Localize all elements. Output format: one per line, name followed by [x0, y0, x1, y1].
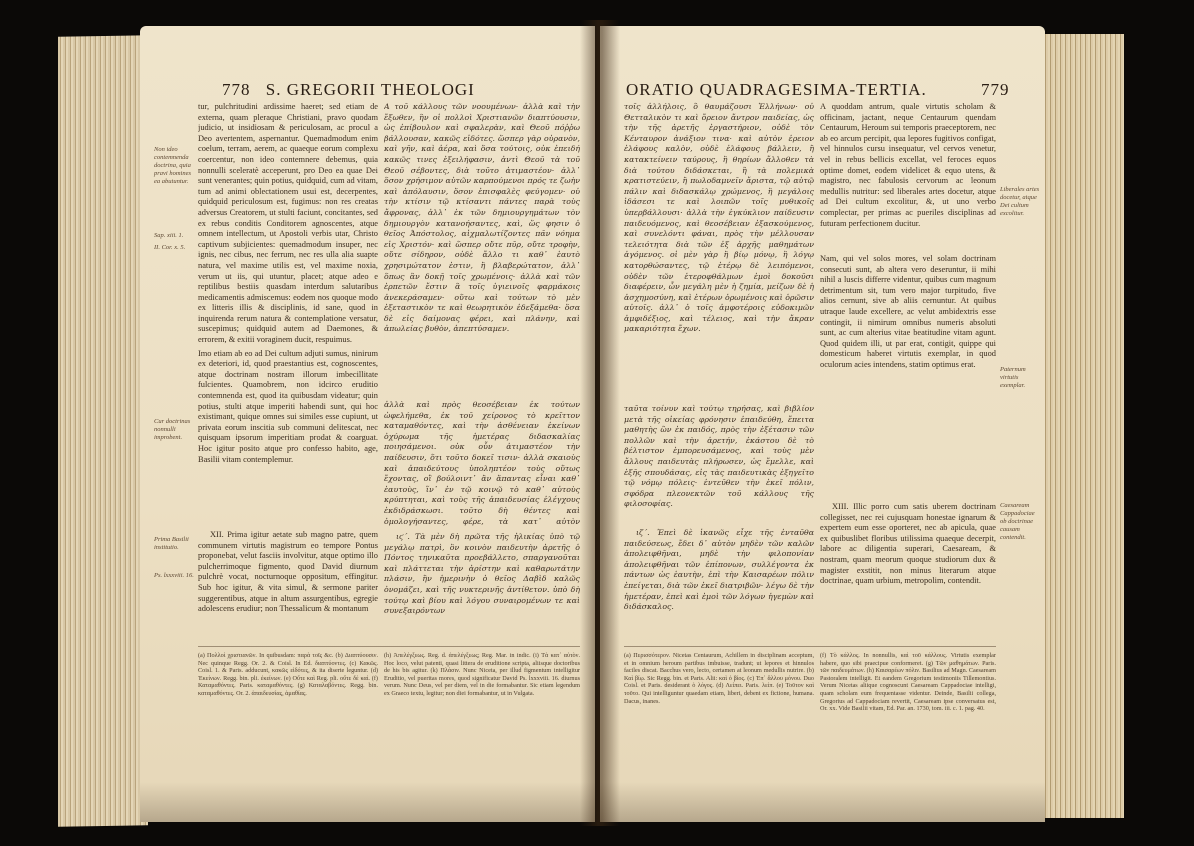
- right-running-title: ORATIO QUADRAGESIMA-TERTIA.: [626, 80, 927, 99]
- margin-note-1: Non ideo contemnenda doctrina, quia pravi homines ea abutuntur.: [154, 146, 192, 185]
- margin-note-5: Prima Basilii institutio.: [154, 536, 189, 551]
- right-footnote-rule: [624, 646, 996, 647]
- left-greek-section-16: ιϛ΄. Τὰ μὲν δὴ πρῶτα τῆς ἡλικίας ὑπὸ τῷ μεγάλῳ πατρὶ, ὃν κοινὸν παιδευτὴν ἀρετῆς ὁ Πόντος τηνικαῦτα προεβάλλετο, σπαργανοῦται καὶ πλάττεται τὴν ἀρίστην καὶ καθαρωτάτην πλάσιν, ἣν ἡμερινὴν ὁ θεῖος Δαβὶδ καλῶς ὀνομάζει, καὶ τῆς νυκτερινῆς ἀντίθετον. ὑπὸ δὴ τούτῳ καὶ βίου καὶ λόγου συναιρομένων τε καὶ συνεξαιρόντων: [384, 532, 580, 616]
- left-footnotes-b: (h) Ἀπελέγξεως. Reg. d. ἀπελέγξεως; Reg. Mar. in indic. (i) Τὰ κατ᾽ αὐτὸν. Hoc loco, velut patenti, quasi littera de eruditione scripta, aliisque doctoribus de his bis agitur. (k) Πλάσιν. Nunc Niceta, per illud figmentum intelligitur Eruditio, vel pueritas mores, quod significatur David Ps. lxxxviii. 16. diurnus verum. Nunc Deus, vel per diem, vel in die formabantur. Sic etiam legendum ex Graeco textu, legitur; non diei formabantur, ut in Vulgata.: [384, 652, 580, 697]
- left-latin-para-1: tur, pulchritudini ardissime haeret; sed etiam de externa, quam pleraque Christiani, pravo quodam judicio, ut insidiosam & periculosam, ac procul a Deo avertentem, aspernantur. Quemadmodum enim coelum, terram, aerem, ac quaeque eorum complexu coercentur, non ideo contemnere debemus, quia nonnulli sceleratè acceperunt, pro Deo ea quae Dei sunt venerantes; quin potius, quidquid, cum ad vitam, tum ad animi oblectationem usui est, decerpentes, quidquid periculosum est, fugimus: non res creatas adversus Creatorem, ut stulti faciunt, concitantes, sed ex rebus conditis Conditorem agnoscentes, atque omnem intellectum, ut Apostoli verbis utar, Christo captivum subjicientes: quemadmodum insuper, nec ignis, nec cibus, nec ferrum, nec res ulla alia suapte natura, vel maxime utilis est, vel maxime noxia, verum ut iis, qui utuntur, placet; atque adeo e reptilibus bestiis quasdam interdum salutaribus medicamentis admiscemus: eodem nos quoque modo ex litteris illis & disciplinis, id sane, quod in inquirenda rerum natura & contemplatione versatur, suscepimus; quidquid autem ad Daemones, & errorem, & exitii voraginem ducit, respuimus.: [198, 102, 378, 345]
- left-page-number: 778: [222, 80, 251, 99]
- right-page-shadow: [600, 782, 1045, 822]
- right-page: [600, 26, 1045, 822]
- left-latin-para-2: Imo etiam ab eo ad Dei cultum adjuti sumus, ninirum ex deteriori, id, quod praestantius est, cognoscentes, atque doctrinam nostram illorum imbecillitate fulcientes. Quamobrem, non idcirco eruditio contemnenda est, quod ita quibusdam videatur; quin potius, stulti atque imperiti habendi sunt, qui hoc existimant, quique omnes sui similes esse cupiunt, ut privata eorum inscitia sub communi delitescat, nec quisquam ipsorum imperitiam prodat & coarguat. Hoc igitur posito atque pro confesso habito, age, Basilii vitam contemplemur.: [198, 348, 378, 464]
- right-greek-section-17: ιζ΄. Ἐπεὶ δὲ ἱκανῶς εἶχε τῆς ἐνταῦθα παιδεύσεως, ἔδει δ᾽ αὐτὸν μηδὲν τῶν καλῶν ἀπολειφθῆναι, μηδὲ τὴν φιλοπονίαν ἀπολειφθῆναι τῶν ἐπίπονων, συλλέγοντα ἐκ πάντων ὡς ἑαυτὴν, ἐπὶ τὴν Καισαρέων πόλιν ἐπείγεται, διὰ τῶν ἐκεῖ διατριβῶν· λέγω δὲ τὴν ἡμετέραν, ἐπεὶ καὶ ἐμοὶ τῶν λόγων ἡγεμὼν καὶ διδάσκαλος.: [624, 528, 814, 612]
- left-section-xii: XII. Prima igitur aetate sub magno patre, quem communem virtutis magistrum eo tempore Pontus proponebat, velut fasciis involvitur, atque optimo illo pulcherrimoque figmento, quod David diurnum pulchrè vocat, nocturnoque oppositum, effingitur. Sub hoc igitur, & vita simul, & sermone pariter suggerentibus, atque in altum assurgentibus, egregie adolescens erudiur; non Thessalicum & montanum: [198, 530, 378, 614]
- left-page-edges: [58, 35, 148, 827]
- left-page: [140, 26, 595, 822]
- left-latin-column: [198, 102, 378, 524]
- right-latin-column: A quoddam antrum, quale virtutis scholam & officinam, jactant, neque Centaurum quendam Centaurum, Heroum sui temporis praeceptorem, nec ab eo arcum percipit, qua lepores fugitivos configat, vel hinnulos cursu insequatur, vel cervos venetur, vel in rebus bellicis excellat, vel feroces equos optime domet, eodem videlicet & equo utens, & magistro, nec fabulosis cervorum ac leonum medullis nutritur: sed liberales artes docetur, atque ad Dei cultum excolitur, &, ut uno verbo complectar, per primas ac pueriles disciplinas ad futuram perfectionem ducitur.: [820, 102, 996, 228]
- right-latin-column-2: Nam, qui vel solos mores, vel solam doctrinam consecuti sunt, ab altera vero deseruntur, ii mihi nihil a luscis differre videntur, quibus cum magnum detrimentum sit, tum vero major turpitudo, five alios cernunt, sive ab aliis cernuntur. At quibus utraque laude excellere, ac velut ambidextris esse contingit, ii nimirum omnibus numeris absoluti sunt, ac cum alterius vitae beatitudine vitam agunt. Quod quidem illi, ut par erat, contigit, quippe qui domesticum haberet virtutis exemplar, in quod oculorum acies intendens, statim optimus erat.: [820, 254, 996, 369]
- left-footnote-rule: [198, 646, 580, 647]
- margin-note-6: Ps. lxxxviii. 16.: [154, 572, 194, 579]
- right-footnotes-b: (f) Τὸ κάλλος. In nonnullis, καὶ τοῦ κάλλους. Virtutis exemplar habere, quo sibi praecipue conformeret. (g) Τῶν μαθημάτων. Paris. τῶν παιδευμάτων. (h) Καισαρέων πόλιν. Basilius ad Magn. Caesaream Pastoralem intelligit. Et eandem Gregorium testimoniis Tillemontius. Verum Nicetas aliique cognoscunt Caesaream Cappadociae intelligi, quam scholam eum frequentasse videntur. Deinde, Basilii collega, Gregorius ad Cappadociam revertit, Caesaream ipse conversatus est, Or. xx. Vide Basilii vitam, Ed. Par. an. 1730, tom. iii. c. 1. pag. 40.: [820, 652, 996, 713]
- right-running-head: [626, 80, 1010, 100]
- right-greek-column: τοῖς ἀλλήλοις, ὃ θαυμάζουσι Ἑλλήνων· οὐ Θετταλικὸν τι καὶ ὄρειον ἄντρον παιδείας, ὡς τὴν τῆς ἀρετῆς ἐργαστήριον, οὐδὲ τὸν Κένταυρον ἀνάξιον τινα· καὶ αὐτὸν ἐρειον ἐλάφους καλὸν, οὐδὲ ἐλάφους βάλλειν, ἢ κατακτείνειν ταύρους, ἢ θηρίων ἄλλοθεν τὰ διὰ τούτου διδάσκεται, ἢ τὰ πολεμικὰ κρατιστεύειν, ἢ πωλοδαμνεῖν ἄριστα, τῷ αὐτῷ πάλιν καὶ διδασκάλῳ χρώμενος, ἢ μεγάλοις ἰδάσεσι τε καὶ λοιπῶν τοῖς μυθικοῖς ὑπερβάλλουσι· ἀλλὰ τὴν ἐγκύκλιον παίδευσιν παιδευόμενος, καὶ θεοσέβειαν ἐξασκούμενος, καὶ συνελόντι φάναι, πρὸς τὴν μέλλουσαν τελειότητα διὰ τῶν ἐξ ἀρχῆς μαθημάτων ἀγόμενος. οἱ μὲν γὰρ ἢ βίῳ μόνῳ, ἢ λόγῳ κατορθώσαντες, τῷ ἑτέρῳ δὲ λειπόμενοι, οὐδὲν τῶν ἑτεροφθάλμων ἐμοὶ δοκοῦσι διαφέρειν, ὧν μεγάλη μὲν ἡ ζημία, μείζων δὲ ἡ ἀσχημοσύνη, καὶ ἑτέρων ὁρωμένοις καὶ ὁρῶσιν αὐτοῖς. ἀλλ᾽ ὁ τοῖς ἀμφοτέροις εὐδοκιμῶν ἀμφιδέξιος, καὶ τέλειος, καὶ τὴν ἄκραν μακαριότητα ἔχων.: [624, 102, 814, 334]
- right-margin-note-2: Paternum virtutis exemplar.: [1000, 366, 1026, 389]
- margin-note-4: Cur doctrinas nonnulli improbent.: [154, 418, 191, 441]
- left-running-head: [222, 80, 475, 100]
- right-page-edges: [1038, 34, 1124, 818]
- left-greek-column: A τοῦ κάλλους τῶν νοουμένων· ἀλλὰ καὶ τὴν ἔξωθεν, ἣν οἱ πολλοὶ Χριστιανῶν διαπτύουσιν, ὡς ἐπίβουλον καὶ σφαλερὰν, καὶ Θεοῦ πόῤῥω βάλλουσαν, κακῶς εἰδότες. ὥσπερ γὰρ οὐρανὸν, καὶ γῆν, καὶ ἀέρα, καὶ ὅσα τούτοις, οὐκ ἐπειδή κακῶς τινες ἐξειλήφασιν, ἀντὶ Θεοῦ τὰ τοῦ Θεοῦ σέβοντες, διὰ τοῦτο ἀτιμαστέον· ἀλλ᾽ ὅσον χρήσιμον αὐτῶν καρπούμενοι πρός τε ζωὴν καὶ ἀπόλαυσιν, ὅσον ἐπισφαλὲς φεύγομεν· οὐ τὴν κτίσιν τῷ κτίσαντι πάντες παρὰ τοὺς ἄφρονας, ἀλλ᾽ ἐκ τῶν δημιουργημάτων τὸν δημιουργὸν κατανοήσαντες, καὶ, ὥς φησιν ὁ θεῖος Ἀπόστολος, αἰχμαλωτίζοντες πᾶν νόημα εἰς Χριστόν· καὶ ὥσπερ οὔτε πῦρ, οὔτε τροφὴν, οὔτε σίδηρον, οὐδὲ ἄλλο τι καθ᾽ ἑαυτὸ χρησιμώτατον ἐστιν, ἢ βλαβερώτατον, ἀλλ᾽ ὅπως ἂν δοκῇ τοῖς χρωμένοις· ἀλλὰ καὶ τῶν ἑρπετῶν ἔστιν ἃ τοῖς ὑγιεινοῖς φαρμάκοις ἀνεκεράσαμεν· οὕτω καὶ τούτων τὸ μὲν ἐξεταστικὸν τε καὶ θεωρητικὸν ἐδεξάμεθα· ὅσα δὲ εἰς δαίμονας φέρει, καὶ πλάνην, καὶ ἀπωλείας βυθὸν, ἀπεπτύσαμεν.: [384, 102, 580, 334]
- right-margin-note-3: Caesaream Cappadociae ob doctrinae causam contendit.: [1000, 502, 1035, 541]
- right-section-xiii: XIII. Illic porro cum satis uberem doctrinam collegisset, nec rei cujusquam honestae ignarum & expertem eum esse oporteret, nec ab apicula, quae ex quibuslibet floribus utilissima quaeque decerpit, labore ac diligentia superari, Caesaream, & nostram, quam meorum quoque studiorum dux & magister exstitit, non minus literarum atque doctrinae, quam urbium, metropolim, contendit.: [820, 502, 996, 586]
- margin-note-2: Sap. xiii. 1.: [154, 232, 184, 239]
- margin-note-3: II. Cor. x. 5.: [154, 244, 186, 251]
- right-page-number: 779: [981, 80, 1010, 99]
- book-gutter: [580, 20, 620, 826]
- left-page-shadow: [140, 782, 595, 822]
- right-greek-column-2: ταῦτα τοίνυν καὶ τούτῳ τηρήσας, καὶ βιβλίον μετὰ τῆς οἰκείας φρόνησιν ἐπαιδεύθη, ἔπειτα μαθητὴς ὢν ἐκ παιδός, πρὸς τὴν ἐξέτασιν τῶν πολλῶν καὶ τὴν ἀρετήν, ἐκάστου δὲ τὸ βέλτιστον ἐμπορευσάμενος, καὶ τοὺς μὲν ἄλλους παιδευτὰς πλήρωσεν, ὡς ἔμελλε, καὶ ἑξῆς σπουδάσας, εἰς τὰς παιδευτικὰς ἐξηγεῖτο τῷ νόμῳ πόλεις· ἐντεῦθεν τὴν ἐκεῖ πόλιν, σφόδρα πλεονεκτῶν τοῦ κάλλους τῆς φιλοσοφίας.: [624, 404, 814, 509]
- left-running-title: S. GREGORII THEOLOGI: [265, 80, 475, 99]
- left-greek-column-2: ἀλλὰ καὶ πρὸς θεοσέβειαν ἐκ τούτων ὠφελήμεθα, ἐκ τοῦ χείρονος τὸ κρεῖττον καταμαθόντες, καὶ τὴν ἀσθένειαν ἐκείνων ὀχύρωμα τῆς ἡμετέρας διδασκαλίας ποιησάμενοι. οὐκ οὖν ἀτιμαστέον τὴν παίδευσιν, ὅτι τοῦτο δοκεῖ τισιν· ἀλλὰ σκαιοὺς καὶ ἀπαιδεύτους ὑποληπτέον τοὺς οὕτως ἔχοντας, οἳ βούλοιντ᾽ ἂν ἅπαντας εἶναι καθ᾽ ἑαυτοὺς, ἵν᾽ ἐν τῷ κοινῷ τὸ καθ᾽ αὐτοὺς κρύπτηται, καὶ τοὺς τῆς ἀπαιδευσίας ἐλέγχους ἐκδιδράσκωσι. τοῦτο δὴ θέντες καὶ ὁμολογήσαντες, φέρε, τὰ κατ᾽ αὐτὸν: [384, 400, 580, 526]
- right-margin-note-1: Liberales artes docetur, atque Dei cultum excolitur.: [1000, 186, 1040, 217]
- right-footnotes-a: (a) Περισσότερον. Nicetas Centaurum, Achillem in disciplinam acceptum, et in omnium heroum partibus imbuisse, tradunt; ut lepores et hinnulos faciles discat. Bacchus vero, lecto, certamen at leonum medullis nutrire. (b) Καὶ βίῳ. Sic Regg. bin. et Paris. Alii: καὶ ὁ βίος. (c) Ἐπ᾽ ἄλλου μόνου. Duo Coisl. et Paris. desiderant ὁ λόγος. (d) Λείπει. Paris. λείπ. (e) Τοῦτον καὶ τοῦτο. Qui intelliguntur quaedam etiam, liberi, debent ex fictione, humana. Dacus, inanes.: [624, 652, 814, 705]
- left-footnotes-a: (a) Πολλοὶ χριστιανῶν. In quibusdam: παρὰ τοῖς &c. (b) Διαπτύουσιν. Nec quinque Regg. Or. 2. & Coisl. In Ed. διαπτύοντες. (c) Κακῶς. Coisl. 1. & Paris. adducunt, κακῶς εἰδότες, & ita diserte leguntur. (d) Ἐκείνων. Regg. bin. pli. ἐκείνων. (e) Οὔτε καὶ Reg. pli. οὔτε δὲ καὶ. (f) Καταμαθόντες. Paris. καταμαθόντες. (g) Καταλαβόντες. Regg. bin. καταμαθόντες. Or. 2. ἀπαιδευσίας, ἀμαθίας.: [198, 652, 378, 697]
